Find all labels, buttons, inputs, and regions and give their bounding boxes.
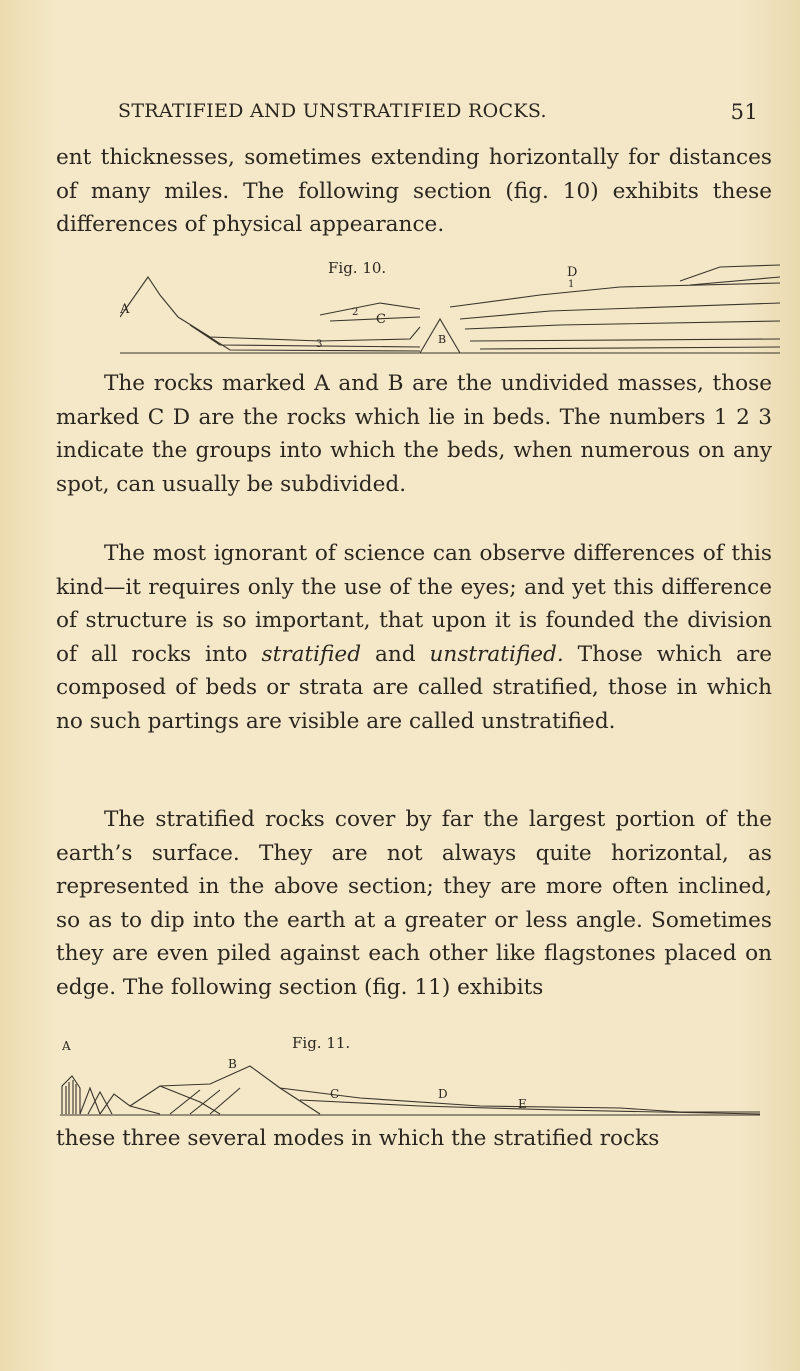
term-unstratified: unstratified. <box>429 641 564 667</box>
paragraph-3-start: The most ignorant of science can observe differences of this kind—it requires only the use of the eyes; and yet this difference of structure is so important, that upon it is founded the division of all rocks into <box>56 541 772 667</box>
fig10-label-1: 1 <box>568 279 575 290</box>
page-number: 51 <box>730 100 758 124</box>
paragraph-4 <box>56 803 772 1005</box>
paragraph-3 <box>56 537 772 739</box>
fig11-caption: Fig. 11. <box>292 1036 351 1052</box>
paragraph-5 <box>56 1122 772 1156</box>
paragraph-4-text: The stratified rocks cover by far the largest portion of the earth’s surface. They are not always quite horizontal, as represented in the above section; they are more often inclined, so as to dip into the earth at a greater or less angle. Sometimes they are even piled against each other like flagstones placed on edge. The following section (fig. 11) exhibits <box>56 807 772 1000</box>
figure-10 <box>120 255 790 355</box>
fig10-label-3: 3 <box>316 339 323 350</box>
fig11-label-c: C <box>330 1087 340 1101</box>
fig11-label-a: A <box>62 1039 71 1053</box>
paragraph-3-and: and <box>361 641 430 667</box>
fig10-label-a: A <box>120 302 130 317</box>
fig11-label-d: D <box>438 1087 448 1101</box>
fig10-label-d: D <box>567 265 578 280</box>
fig10-label-2: 2 <box>352 307 359 318</box>
figure-11-drawing <box>60 1036 760 1116</box>
paragraph-3-text <box>56 537 772 739</box>
figure-11 <box>60 1036 760 1116</box>
fig11-mass-a <box>62 1076 80 1114</box>
fig10-label-c: C <box>376 312 386 327</box>
paragraph-5-text: these three several modes in which the stratified rocks <box>56 1126 660 1151</box>
paragraph-2 <box>56 367 772 501</box>
paragraph-1 <box>56 141 772 242</box>
figure-10-drawing <box>120 255 790 355</box>
paragraph-3-end: Those which are composed of beds or strata are called stratified, those in which no such partings are visible are called unstratified. <box>56 641 772 734</box>
fig10-label-b: B <box>438 333 447 346</box>
fig11-label-b: B <box>228 1057 237 1071</box>
fig10-caption: Fig. 10. <box>328 259 387 277</box>
paragraph-2-text: The rocks marked A and B are the undivided masses, those marked C D are the rocks which lie in beds. The numbers 1 2 3 indicate the groups into which the beds, when numerous on any spot, can usually be subdivided. <box>56 371 772 497</box>
paragraph-1-text: ent thicknesses, sometimes extending horizontally for distances of many miles. The following section (fig. 10) exhibits these differences of physical appearance. <box>56 145 772 238</box>
fig11-label-e: E <box>518 1097 527 1111</box>
header-title: STRATIFIED AND UNSTRATIFIED ROCKS. <box>118 100 547 122</box>
term-stratified: stratified <box>261 641 362 667</box>
